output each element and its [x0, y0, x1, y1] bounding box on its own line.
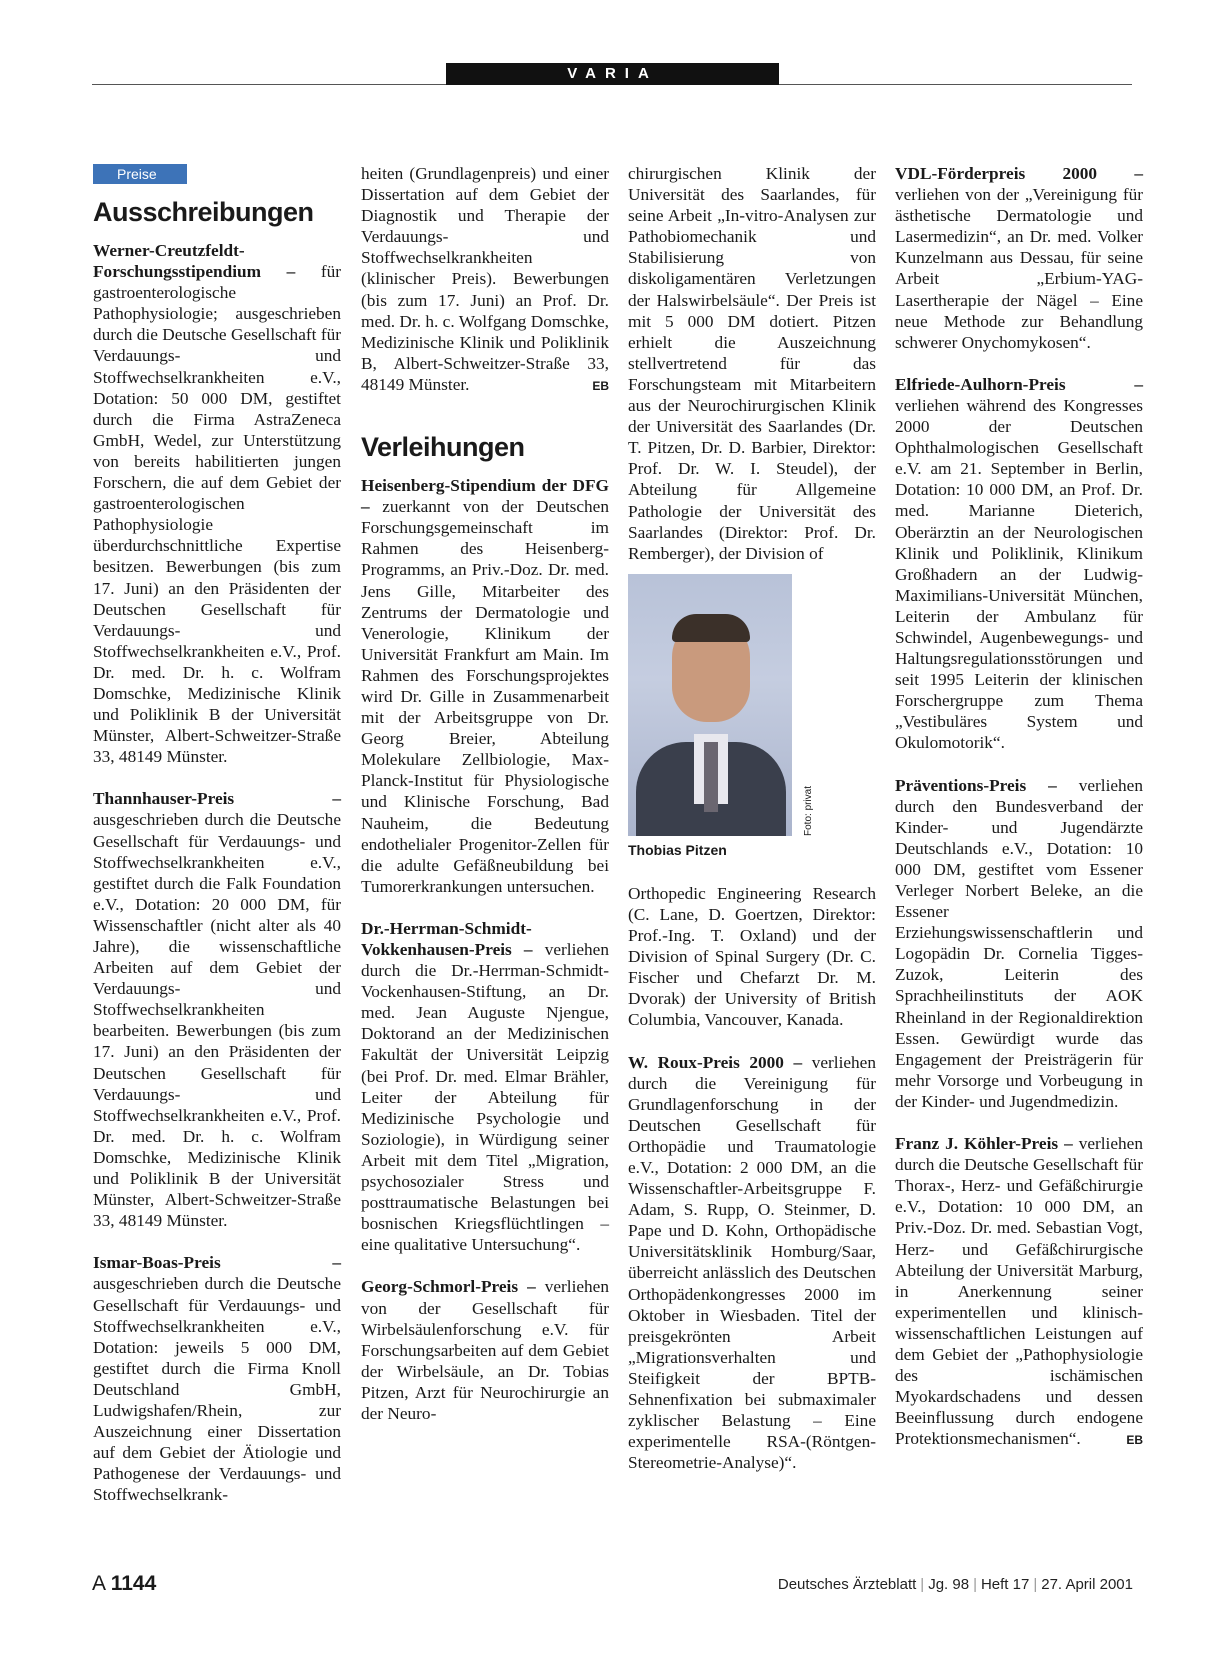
page-number	[92, 1572, 156, 1596]
article-paragraph	[361, 163, 609, 395]
prize-title: Elfriede-Aulhorn-Preis –	[895, 374, 1143, 394]
column-1	[93, 163, 341, 1526]
portrait-photo	[628, 574, 792, 836]
prize-title: Thannhauser-Preis –	[93, 789, 341, 809]
journal-footer: Deutsches Ärzteblatt | Jg. 98 | Heft 17 | 27. April 2001	[777, 1576, 1133, 1593]
paragraph-text: für gastroenterologische Pathophysiologie; ausgeschrieben durch die Deutsche Gesellschaft für Verdauungs- und Stoffwechselkrankheiten e.V., Dotation: 50 000 DM, gestiftet durch die Firma AstraZeneca GmbH, Wedel, zur Unterstützung von bereits habilitierten jungen Forschern, die auf dem Gebiet der gastroenterologischen Pathophysiologie überdurchschnittliche Expertise besitzen. Bewerbungen (bis zum 17. Juni) an den Präsidenten der Deutschen Gesellschaft für Verdauungs- und Stoffwechselkrankheiten e.V., Prof. Dr. med. Dr. h. c. Wolfram Domschke, Medizinische Klinik und Poliklinik B der Universität Münster, Albert-Schweitzer-Straße 33, 48149 Münster.	[93, 262, 341, 767]
article-paragraph	[628, 1052, 876, 1474]
page-number-value: 1144	[110, 1572, 157, 1595]
prize-title: W. Roux-Preis 2000 –	[628, 1052, 803, 1072]
paragraph-text: verliehen durch die Dr.-Herrman-Schmidt-Vockenhausen-Stiftung, an Dr. med. Jean Auguste Njengue, Doktorand an der Medizinischen Fakultät der Universität Leipzig (bei Prof. Dr. med. Elmar Brähler, Leiter der Abteilung für Medizinische Psychologie und Soziologie), in Würdigung seiner Arbeit mit dem Titel „Migration, psychosozialer Stress und posttraumatische Belastungen bei bosnischen Kriegsflüchtlingen – eine qualitative Untersuchung“.	[361, 940, 609, 1255]
article-paragraph	[628, 163, 876, 564]
article-paragraph	[895, 163, 1143, 353]
paragraph-text: verliehen durch den Bundesverband der Kinder- und Jugendärzte Deutschlands e.V., Dotation: 10 000 DM, gestiftet vom Essener Verleger Norbert Beleke, an die Essener Erziehungswissenschaftlerin und Logopädin Dr. Cornelia Tigges-Zuzok, Leiterin des Sprachheilinstituts der AOK Rheinland in der Regionaldirektion Essen. Gewürdigt wurde das Engagement der Preisträgerin für mehr Vorsorge und Vorbeugung in der Kinder- und Jugendmedizin.	[895, 775, 1143, 1111]
journal-date: 27. April 2001	[1041, 1576, 1133, 1593]
article-paragraph	[895, 1133, 1143, 1449]
photo-caption: Thobias Pitzen	[628, 841, 727, 858]
section-banner: VARIA	[446, 63, 779, 85]
journal-volume: Jg. 98	[928, 1576, 970, 1593]
prize-title: Präventions-Preis –	[895, 775, 1057, 795]
journal-name: Deutsches Ärzteblatt	[777, 1576, 917, 1593]
prize-title: Ismar-Boas-Preis –	[93, 1253, 341, 1273]
photo-credit: Foto: privat	[803, 785, 814, 836]
paragraph-text: chirurgischen Klinik der Universität des Saarlandes, für seine Arbeit „In-vitro-Analysen zur Pathobiomechanik und Stabilisierung von diskoligamentären Verletzungen der Halswirbelsäule“. Der Preis ist mit 5 000 DM dotiert. Pitzen erhielt die Auszeichnung stellvertretend für das Forschungsteam mit Mitarbeitern aus der Neurochirurgischen Klinik der Universität des Saarlandes (Dr. T. Pitzen, Dr. D. Barbier, Direktor: Prof. Dr. W. I. Steudel), der Abteilung für Allgemeine Pathologie der Universität des Saarlandes (Direktor: Prof. Dr. Remberger), der Division of	[628, 164, 876, 563]
paragraph-text: verliehen von der „Vereinigung für ästhetische Dermatologie und Lasermedizin“, an Dr. med. Volker Kunzelmann aus Dessau, für seine Arbeit „Erbium-YAG-Lasertherapie der Nägel – Eine neue Methode zur Behandlung schwerer Onychomykosen“.	[895, 185, 1143, 352]
prize-title: Dr.-Herrman-Schmidt-Vokkenhausen-Preis –	[361, 918, 533, 959]
article-paragraph	[361, 1276, 609, 1424]
article-paragraph	[93, 1252, 341, 1505]
paragraph-text: verliehen durch die Deutsche Gesellschaft für Thorax-, Herz- und Gefäßchirurgie e.V., Dotation: 10 000 DM, an Priv.-Doz. Dr. med. Sebastian Vogt, Herz- und Gefäßchirurgische Abteilung der Universität Marburg, in Anerkennung seiner experimentellen und klinisch-wissenschaftlichen Leistungen auf dem Gebiet der „Pathophysiologie des ischämischen Myokardschadens und dessen Beeinflussung durch endogene Protektionsmechanismen“.	[895, 1134, 1143, 1449]
paragraph-text: Orthopedic Engineering Research (C. Lane, D. Goertzen, Direktor: Prof.-Ing. T. Oxland) und der Division of Spinal Surgery (Dr. C. Fischer und Chefarzt Dr. M. Dvorak) der University of British Columbia, Vancouver, Kanada.	[628, 883, 876, 1030]
page-prefix: A	[92, 1572, 105, 1595]
article-paragraph	[361, 918, 609, 1256]
paragraph-text: ausgeschrieben durch die Deutsche Gesellschaft für Verdauungs- und Stoffwechselkrankheiten e.V., gestiftet durch die Falk Foundation e.V., Dotation: 20 000 DM, für Wissenschaftler (nicht alter als 40 Jahre), die wissenschaftliche Arbeiten auf dem Gebiet der Verdauungs- und Stoffwechselkrankheiten bearbeiten. Bewerbungen (bis zum 17. Juni) an den Präsidenten der Deutschen Gesellschaft für Verdauungs- und Stoffwechselkrankheiten e.V., Prof. Dr. med. Dr. h. c. Wolfram Domschke, Medizinische Klinik und Poliklinik B der Universität Münster, Albert-Schweitzer-Straße 33, 48149 Münster.	[93, 810, 341, 1231]
column-4	[895, 163, 1143, 1470]
section-heading-ausschreibungen: Ausschreibungen	[93, 197, 314, 227]
section-heading-verleihungen: Verleihungen	[361, 432, 525, 463]
column-2	[361, 163, 609, 1445]
article-paragraph	[361, 475, 609, 897]
portrait-figure	[628, 574, 876, 861]
prize-title: VDL-Förderpreis 2000 –	[895, 164, 1143, 183]
article-paragraph	[628, 883, 876, 1031]
prize-title: Werner-Creutzfeldt-Forschungsstipendium –	[93, 241, 296, 282]
paragraph-text: verliehen während des Kongresses 2000 der Deutschen Ophthalmologischen Gesellschaft e.V. am 21. September in Berlin, Dotation: 10 000 DM, an Prof. Dr. med. Marianne Dieterich, Oberärztin an der Neurologischen Klinik und Poliklinik, Klinikum Großhadern an der Ludwig-Maximilians-Universität München, Leiterin der Ambulanz für Schwindel, Augenbewegungs- und Haltungsregulationsstörungen und seit 1995 Leiterin der klinischen Forschergruppe zum Thema „Vestibuläres System und Okulomotorik“.	[895, 395, 1143, 753]
prize-title: Heisenberg-Stipendium der DFG –	[361, 476, 609, 517]
paragraph-text: verliehen durch die Vereinigung für Grundlagenforschung in der Deutschen Gesellschaft für Orthopädie und Traumatologie e.V., Dotation: 2 000 DM, an die Wissenschaftler-Arbeitsgruppe F. Adam, S. Rupp, O. Steinmer, D. Pape und D. Kohn, Orthopädische Universitätsklinik Homburg/Saar, überreicht anlässlich des Deutschen Orthopädenkongresses 2000 im Oktober in Wiesbaden. Titel der preisgekrönten Arbeit „Migrationsverhalten und Steifigkeit der BPTB-Sehnenfixation bei submaximaler zyklischer Belastung – Eine experimentelle RSA-(Röntgen-Stereometrie-Analyse)“.	[628, 1052, 876, 1473]
paragraph-text: ausgeschrieben durch die Deutsche Gesellschaft für Verdauungs- und Stoffwechselkrankheiten e.V., Dotation: jeweils 5 000 DM, gestiftet durch die Firma Knoll Deutschland GmbH, Ludwigshafen/Rhein, zur Auszeichnung einer Dissertation auf dem Gebiet der Ätiologie und Pathogenese der Verdauungs- und Stoffwechselkrank-	[93, 1274, 341, 1505]
article-paragraph	[895, 775, 1143, 1113]
article-paragraph	[895, 374, 1143, 754]
author-initials: EB	[592, 378, 609, 393]
prize-title: Franz J. Köhler-Preis –	[895, 1134, 1073, 1154]
journal-issue: Heft 17	[980, 1576, 1030, 1593]
article-paragraph	[93, 240, 341, 767]
column-3	[628, 163, 876, 1494]
paragraph-text: heiten (Grundlagenpreis) und einer Dissertation auf dem Gebiet der Diagnostik und Therapie der Verdauungs- und Stoffwechselkrankheiten (klinischer Preis). Bewerbungen (bis zum 17. Juni) an Prof. Dr. med. Dr. h. c. Wolfgang Domschke, Medizinische Klinik und Poliklinik B, Albert-Schweitzer-Straße 33, 48149 Münster.	[361, 164, 609, 394]
paragraph-text: zuerkannt von der Deutschen Forschungsgemeinschaft im Rahmen des Heisenberg-Programms, an Priv.-Doz. Dr. med. Jens Gille, Mitarbeiter des Zentrums der Dermatologie und Venerologie, Klinikum der Universität Frankfurt am Main. Im Rahmen des Forschungsprojektes wird Dr. Gille in Zusammenarbeit mit der Arbeitsgruppe von Dr. Georg Breier, Abteilung Molekulare Zellbiologie, Max-Planck-Institut für Physiologische und Klinische Forschung, Bad Nauheim, die Bedeutung endothelialer Progenitor-Zellen für die adulte Gefäßneubildung bei Tumorerkrankungen untersuchen.	[361, 497, 609, 896]
author-initials: EB	[1126, 1433, 1143, 1448]
paragraph-text: verliehen von der Gesellschaft für Wirbelsäulenforschung e.V. für Forschungsarbeiten auf dem Gebiet der Wirbelsäule, an Dr. Tobias Pitzen, Arzt für Neurochirurgie an der Neuro-	[361, 1277, 609, 1423]
category-tag: Preise	[93, 164, 187, 184]
prize-title: Georg-Schmorl-Preis –	[361, 1277, 536, 1297]
article-paragraph	[93, 788, 341, 1231]
